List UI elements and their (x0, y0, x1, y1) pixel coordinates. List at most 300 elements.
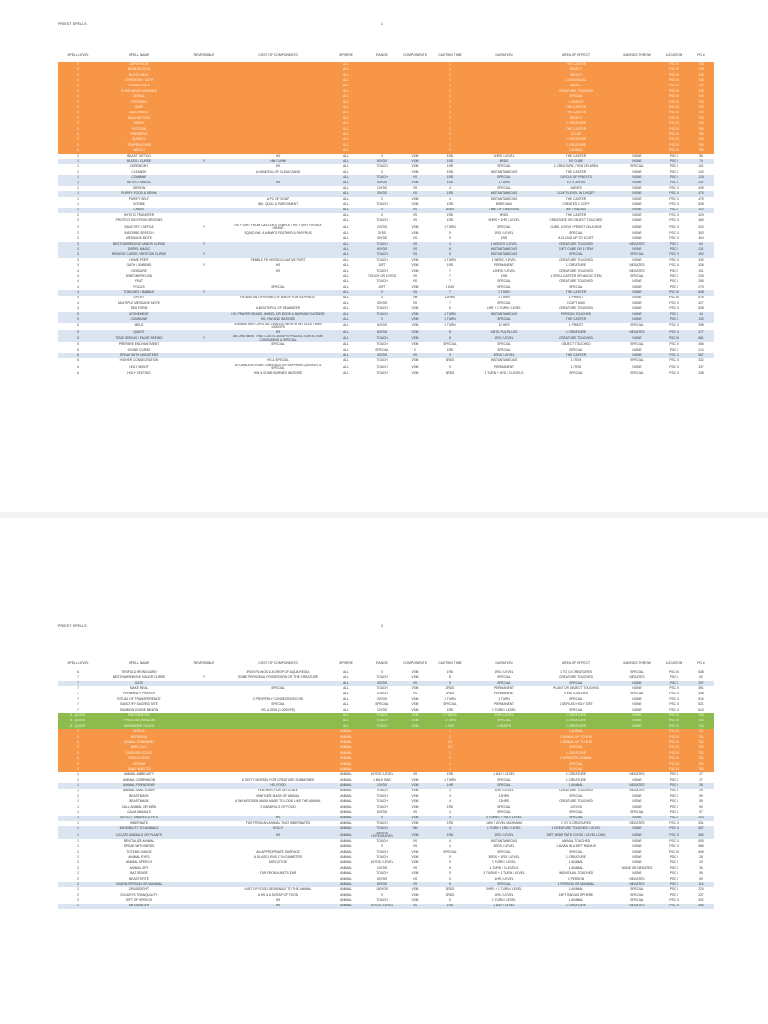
cell-casting-time: 3 (430, 789, 470, 794)
cell-sphere: ANIMAL (328, 887, 364, 892)
cell-location: PSC III (660, 850, 688, 855)
cell-location: PSC II (660, 231, 688, 236)
cell-casting-time: 5 (430, 860, 470, 865)
cell-cost-of-components: HS (228, 898, 328, 903)
cell-page-number-cell: 752 (688, 756, 714, 761)
cell-sphere: ALL (328, 263, 364, 268)
cell-savings-throw: NONE (614, 364, 660, 371)
cell-page-number-cell: 28 (688, 783, 714, 788)
table-row (58, 323, 714, 330)
cell-range: 30YDS (364, 681, 400, 686)
cell-spell-level: 1 (58, 202, 98, 207)
cell-location: PSC I (660, 269, 688, 274)
column-header-spell-name: SPELL NAME (128, 660, 150, 665)
cell-page-number-cell: 110 (688, 208, 714, 213)
cell-location: PSC I (660, 285, 688, 290)
cell-duration: 3 TURNS + 1 TURN / LEVEL (470, 871, 538, 876)
cell-spell-name: BLESS / CURSE (98, 159, 180, 164)
cell-page-number-cell: 330 (688, 258, 714, 263)
cell-cost-of-components: HS (228, 330, 328, 335)
cell-area-of-effect: 1 OBJECT (538, 100, 614, 105)
cell-duration: INSTANTANEOUS (470, 197, 538, 202)
cell-casting-time: 1/2 (430, 745, 470, 750)
cell-casting-time: 1 (430, 67, 470, 72)
column-header-page-number-cell: PG # (697, 660, 705, 665)
cell-sphere: ALL (328, 154, 364, 159)
cell-location: PSC I (660, 348, 688, 353)
cell-spell-level: 5 (58, 330, 98, 335)
cell-area-of-effect: 1 ANIMAL (538, 148, 614, 153)
cell-sphere: ALL (328, 702, 364, 707)
cell-spell-level: 2 (58, 208, 98, 213)
cell-casting-time: 1 (430, 84, 470, 89)
cell-duration: 9HRS + 1HR / LEVEL (470, 218, 538, 223)
cell-casting-time: 8 (430, 675, 470, 680)
cell-sphere: ANIMAL (328, 794, 364, 799)
cell-location: PSC II (660, 186, 688, 191)
cell-components: VS (400, 252, 430, 257)
cell-components: VSM (400, 850, 430, 855)
cell-cost-of-components: HS (228, 164, 328, 169)
cell-area-of-effect: SPECIAL (538, 94, 614, 99)
cell-cost-of-components: AN OINTMENT THAT COSTS 300GPS PRODUCTION IS TIME CONSUMING & SPECIAL (228, 335, 328, 342)
cell-range: 30YDS (364, 236, 400, 241)
cell-page-number-cell: 90 (688, 805, 714, 810)
cell-area-of-effect: 1 DEFILED HOLY SITE (538, 702, 614, 707)
cell-spell-level: 0 (58, 745, 98, 750)
cell-savings-throw: SPECIAL (614, 358, 660, 363)
column-header-reversible: REVERSIBLE (193, 52, 215, 57)
cell-components: VSM (400, 159, 430, 164)
cell-spell-level: 2 (58, 877, 98, 882)
cell-cost-of-components: HS (228, 832, 328, 839)
cell-spell-level: 1 (58, 839, 98, 844)
page-title: PRIEST SPELLS (58, 624, 87, 628)
cell-spell-level: 0 (58, 127, 98, 132)
cell-casting-time: 2RDS (430, 692, 470, 697)
cell-savings-throw: NEGATES (614, 783, 660, 788)
cell-savings-throw: NONE (614, 317, 660, 322)
cell-reversible: Y (180, 263, 228, 268)
cell-page-number-cell: 29 (688, 789, 714, 794)
cell-duration: 1RD / LEVEL (470, 670, 538, 675)
cell-components: VSM (400, 224, 430, 231)
cell-spell-name: PRECIOUS WISDOM (98, 719, 180, 724)
cell-spell-name: CENSURE (98, 269, 180, 274)
cell-area-of-effect: 15FT RADIUS SPHERE (538, 893, 614, 898)
cell-location: PSC III (660, 94, 688, 99)
cell-area-of-effect: THE CASTER (538, 111, 614, 116)
cell-spell-name: DISPEL MAGIC (98, 247, 180, 252)
cell-range: 30YDS (364, 181, 400, 186)
cell-location: PSC II (660, 697, 688, 702)
cell-page-number-cell: 429 (688, 213, 714, 218)
cell-page-number-cell: 649 (688, 850, 714, 855)
cell-casting-time: 1RD (430, 213, 470, 218)
cell-reversible: Y (180, 224, 228, 231)
cell-cost-of-components: HS (228, 816, 328, 821)
cell-duration: 1HRS / LEVEL (470, 154, 538, 159)
cell-spell-name: OATH / UNBEND (98, 263, 180, 268)
cell-components: VSM (400, 778, 430, 783)
cell-casting-time: 4 (430, 794, 470, 799)
cell-sphere: ALL (328, 296, 364, 301)
cell-spell-level: 2 (58, 893, 98, 898)
cell-components: VSM (400, 181, 430, 186)
cell-sphere: ANIMAL (328, 855, 364, 860)
cell-casting-time: 5 (430, 236, 470, 241)
cell-spell-name: CEREMONY (98, 164, 180, 169)
cell-location: PSC I (660, 794, 688, 799)
cell-components: VSM (400, 871, 430, 876)
cell-casting-time: 1RD (430, 821, 470, 826)
cell-sphere: ALL (328, 348, 364, 353)
cell-page-number-cell: 353 (688, 231, 714, 236)
column-header-cost-of-components: COST OF COMPONENTS (258, 660, 298, 665)
cell-sphere: ALL (328, 290, 364, 295)
cell-duration: 1RD (470, 274, 538, 279)
cell-components: VS (400, 236, 430, 241)
cell-savings-throw: NONE (614, 697, 660, 702)
cell-spell-name: SANCTIFY / DEFILE (98, 224, 180, 231)
cell-spell-level: 0 (58, 111, 98, 116)
cell-casting-time: 1RD (430, 218, 470, 223)
cell-location: PSC I (660, 242, 688, 247)
column-header-components: COMPONENTS (403, 660, 427, 665)
cell-sphere: ANIMAL (328, 783, 364, 788)
cell-page-number-cell: 752 (688, 751, 714, 756)
cell-range: TOUCH (364, 821, 400, 826)
cell-location: PSC III (660, 121, 688, 126)
cell-components: VSM (400, 335, 430, 342)
cell-spell-level: 1 (58, 810, 98, 815)
cell-area-of-effect: THE CASTER (538, 62, 614, 67)
cell-casting-time: 1 (430, 100, 470, 105)
cell-spell-name: BEFRIEND (98, 735, 180, 740)
cell-casting-time: 3RDS (430, 887, 470, 892)
cell-components: VS (400, 208, 430, 213)
cell-area-of-effect: ANIMAL TOUCHED (538, 839, 614, 844)
cell-area-of-effect: SPECIAL (538, 252, 614, 257)
cell-page-number-cell: 528 (688, 202, 714, 207)
cell-components: VSM (400, 832, 430, 839)
cell-savings-throw: NONE (614, 306, 660, 311)
cell-location: PSC I (660, 279, 688, 284)
cell-area-of-effect: THE CASTER (538, 213, 614, 218)
cell-location: PSC I (660, 317, 688, 322)
cell-range: 10YDS (364, 186, 400, 191)
cell-casting-time: SPECIAL (430, 702, 470, 707)
cell-casting-time: 1RD (430, 670, 470, 675)
cell-sphere: ANIMAL (328, 882, 364, 887)
cell-sphere: ALL (328, 301, 364, 306)
cell-range: TOUCH (364, 686, 400, 691)
cell-duration: 12HRS / LEVEL (470, 269, 538, 274)
cell-page-number-cell: 224 (688, 887, 714, 892)
table-row (58, 371, 714, 376)
cell-sphere: ANIMAL (328, 799, 364, 804)
cell-duration: SPECIAL (470, 164, 538, 169)
cell-spell-level: 5 (58, 342, 98, 347)
cell-sphere: ANIMAL (328, 826, 364, 831)
cell-spell-level: 0 (58, 100, 98, 105)
cell-savings-throw: NONE (614, 348, 660, 353)
cell-savings-throw: NONE (614, 301, 660, 306)
cell-location: PSC II (660, 197, 688, 202)
cell-duration: 1 DAY / LEVEL (470, 904, 538, 909)
cell-spell-name: QUENCH (98, 137, 180, 142)
cell-components: VSM (400, 258, 430, 263)
cell-cost-of-components: FEATHER, FUR OR SCALE (228, 789, 328, 794)
cell-duration: SPECIAL (470, 681, 538, 686)
cell-area-of-effect: 1 CREATURE (538, 719, 614, 724)
cell-casting-time: 9 (430, 353, 470, 358)
cell-sphere: ANIMAL (328, 735, 364, 740)
column-header-cost-of-components: COST OF COMPONENTS (258, 52, 298, 57)
cell-spell-name: CHANT (98, 208, 180, 213)
cell-range: 0 (364, 197, 400, 202)
cell-savings-throw: NONE (614, 224, 660, 231)
cell-spell-level: 1 (58, 794, 98, 799)
cell-sphere: ALL (328, 236, 364, 241)
cell-spell-name: GATE (98, 681, 180, 686)
cell-range: TOUCH (364, 789, 400, 794)
cell-cost-of-components: INK, QUILL & PARCHMENT (228, 202, 328, 207)
cell-location: PSC III (660, 89, 688, 94)
cell-casting-time: 7 (430, 279, 470, 284)
cell-sphere: ALL (328, 670, 364, 675)
cell-spell-name: HOME PORT (98, 258, 180, 263)
column-header-area-of-effect: AREA OF EFFECT (561, 660, 591, 665)
cell-sphere: ALL (328, 73, 364, 78)
cell-page-number-cell: 120 (688, 170, 714, 175)
column-header-duration: DURATION (495, 52, 513, 57)
cell-area-of-effect: 1 ANIMAL (538, 729, 614, 734)
cell-cost-of-components: SPECIAL (228, 702, 328, 707)
cell-sphere: ALL (328, 279, 364, 284)
cell-location: PSC III (660, 724, 688, 729)
cell-spell-name: PRESERVE (98, 132, 180, 137)
cell-page-number-cell: 510 (688, 697, 714, 702)
cell-components: VSM (400, 342, 430, 347)
cell-spell-name: MALEDICTION (98, 116, 180, 121)
cell-area-of-effect: 1CUFT/LEVEL IN 10SQFT (538, 191, 614, 196)
cell-spell-name: MESSENGER (98, 904, 180, 909)
cell-spell-name: SANCTIFY SACRED SITE (98, 702, 180, 707)
cell-sphere: ALL (328, 94, 364, 99)
cell-area-of-effect: 1 CREATURE (538, 121, 614, 126)
cell-components: VSM (400, 713, 430, 718)
cell-location: PSC III (660, 67, 688, 72)
cell-casting-time: 1 (430, 94, 470, 99)
cell-spell-level: 7 (58, 708, 98, 713)
cell-spell-level: 4 (58, 306, 98, 311)
cell-cost-of-components: SPECIAL (228, 686, 328, 691)
cell-spell-level: 7 (58, 681, 98, 686)
cell-sphere: ANIMAL (328, 740, 364, 745)
cell-spell-name: PREPARE ENCHANTMENT (98, 342, 180, 347)
cell-savings-throw: NONE (614, 154, 660, 159)
cell-spell-name: INSCRIBE SPEECH (98, 231, 180, 236)
cell-duration: INSTANTANEOUS (470, 312, 538, 317)
cell-range: 80YDS (364, 882, 400, 887)
cell-components: VSM (400, 306, 430, 311)
cell-savings-throw: SPECIAL (614, 887, 660, 892)
cell-spell-name: CEREMONY: OATH (98, 78, 180, 83)
column-header-duration: DURATION (495, 660, 513, 665)
cell-casting-time: 5 (430, 877, 470, 882)
cell-cost-of-components: HOLLY (228, 826, 328, 831)
cell-cost-of-components: A FLAWLESS RUBY, EMERALD OR SAPPHIRE (3000GP) & SPECIAL (228, 364, 328, 371)
cell-area-of-effect: OBJECT TOUCHED (538, 342, 614, 347)
cell-cost-of-components: A HANDFUL OF CLEAN SAND (228, 170, 328, 175)
cell-duration: INSTANTANEOUS (470, 839, 538, 844)
cell-page-number-cell: 436 (688, 263, 714, 268)
cell-spell-level: 6 (58, 371, 98, 376)
cell-duration: SPECIAL (470, 186, 538, 191)
cell-area-of-effect: INDIVIDUAL TOUCHED (538, 871, 614, 876)
cell-page-number-cell: 749 (688, 111, 714, 116)
cell-spell-level: 2 (58, 224, 98, 231)
cell-spell-level: 2 (58, 213, 98, 218)
cell-page-number-cell: 749 (688, 121, 714, 126)
cell-location: PSC II (660, 301, 688, 306)
cell-page-number-cell: 279 (688, 285, 714, 290)
cell-area-of-effect: 1 CREATURE (538, 724, 614, 729)
cell-sphere: ANIMAL (328, 871, 364, 876)
cell-duration: 2RDS / LEVEL (470, 353, 538, 358)
cell-spell-level: 7 (58, 675, 98, 680)
cell-spell-name: MESSAGE MOTE (98, 236, 180, 241)
cell-sphere: ALL (328, 208, 364, 213)
cell-spell-name: INVISIBILITY TO ANIMALS (98, 826, 180, 831)
cell-area-of-effect: A CLOUD UP TO 1CUFT (538, 236, 614, 241)
cell-spell-name: BEASTMASK (98, 794, 180, 799)
cell-location: PSC II (660, 236, 688, 241)
cell-sphere: ALL (328, 202, 364, 207)
cell-casting-time: 1 (430, 111, 470, 116)
cell-spell-name: BESTOW/REMOVE MAJOR CURSE (98, 675, 180, 680)
cell-spell-name: RITUAL OF TRANSFERENCE (98, 697, 180, 702)
cell-casting-time: 1 DAY (430, 285, 470, 290)
cell-location: PSC I (660, 208, 688, 213)
cell-savings-throw: NONE (614, 181, 660, 186)
cell-page-number-cell: 661 (688, 335, 714, 342)
cell-components: VS (400, 810, 430, 815)
cell-savings-throw: NEGATES (614, 675, 660, 680)
cell-page-number-cell: 749 (688, 94, 714, 99)
cell-sphere: ALL (328, 197, 364, 202)
cell-sphere: ALL (328, 317, 364, 322)
cell-location: PSC I (660, 866, 688, 871)
cell-sphere: ALL (328, 132, 364, 137)
cell-area-of-effect: 1 CREATURE (538, 778, 614, 783)
cell-casting-time: 5 (430, 866, 470, 871)
cell-area-of-effect: SPECIAL (538, 767, 614, 772)
cell-spell-name: TONGUES / BABBLE (98, 290, 180, 295)
cell-location: PSC III (660, 296, 688, 301)
cell-sphere: ALL (328, 708, 364, 713)
cell-sphere: ANIMAL (328, 893, 364, 898)
cell-savings-throw: SPECIAL (614, 810, 660, 815)
cell-area-of-effect: 1 CREATURE (538, 143, 614, 148)
cell-sphere: ANIMAL (328, 850, 364, 855)
cell-casting-time: 1 TURN (430, 312, 470, 317)
cell-cost-of-components: HS, FOOD (228, 783, 328, 788)
cell-casting-time: 4 (430, 197, 470, 202)
table-row (58, 224, 714, 231)
cell-sphere: ALL (328, 274, 364, 279)
cell-cost-of-components: PEBBLE FR VESSELS NATIVE PORT (228, 258, 328, 263)
cell-area-of-effect: 1 PERSON OR MAMMAL (538, 882, 614, 887)
cell-location: PSC I (660, 816, 688, 821)
cell-sphere: ANIMAL (328, 810, 364, 815)
cell-area-of-effect: 20FT WIDE PATH 10YDS / LEVEL LONG (538, 832, 614, 839)
cell-sphere: ALL (328, 116, 364, 121)
cell-page-number-cell: 492 (688, 252, 714, 257)
cell-area-of-effect: 1CUFT MAX (538, 301, 614, 306)
cell-spell-name: ANIMAL SPEECH (98, 860, 180, 865)
cell-components: VS (400, 290, 430, 295)
cell-spell-name: ANIMAL SANCTUARY (98, 789, 180, 794)
cell-page-number-cell: 749 (688, 84, 714, 89)
cell-spell-level: 0 (58, 89, 98, 94)
cell-sphere: ALL (328, 231, 364, 236)
cell-spell-level: 5 (58, 312, 98, 317)
cell-reversible (180, 323, 228, 330)
cell-sphere: ANIMAL (328, 877, 364, 882)
cell-duration: PERMANENT (470, 692, 538, 697)
cell-spell-name: CONSECRATE (98, 84, 180, 89)
cell-location: PSC II (660, 263, 688, 268)
cell-range: 0 (364, 170, 400, 175)
cell-duration: 12HRS (470, 799, 538, 804)
cell-area-of-effect: 1 CREATURE (538, 713, 614, 718)
cell-range: TOUCH (364, 805, 400, 810)
cell-page-number-cell: 744 (688, 713, 714, 718)
cell-duration: 1RD / LEVEL (470, 335, 538, 342)
cell-cost-of-components: AN APPROPRIATE SURFACE (228, 850, 328, 855)
cell-duration: 1RD / LEVEL (470, 231, 538, 236)
cell-duration: SPECIAL (470, 279, 538, 284)
cell-page-number-cell: 751 (688, 735, 714, 740)
cell-range: 300YDS +10YDS/LEVEL (364, 832, 400, 839)
cell-page-number-cell: 676 (688, 296, 714, 301)
cell-spell-level: 1 (58, 816, 98, 821)
cell-savings-throw: NONE (614, 335, 660, 342)
cell-location: PSC III (660, 767, 688, 772)
cell-page-number-cell: 297 (688, 681, 714, 686)
cell-sphere: ALL (328, 306, 364, 311)
cell-spell-name: BENEDICTION (98, 67, 180, 72)
cell-components: VS (400, 866, 430, 871)
cell-spell-name: GIFT OF SPEECH (98, 898, 180, 903)
cell-location: PSC I (660, 887, 688, 892)
cell-casting-time: 1 (430, 751, 470, 756)
cell-cost-of-components: SOME PERSONAL POSSESSION OF THE CREATURE (228, 675, 328, 680)
cell-duration: 4 TURNS + 1RD / LEVEL (470, 816, 538, 821)
cell-casting-time: 1RD (430, 170, 470, 175)
cell-location: PSC II (660, 342, 688, 347)
cell-location: PSC III (660, 745, 688, 750)
cell-sphere: ALL (328, 342, 364, 347)
cell-spell-level: 2 (58, 855, 98, 860)
cell-location: PSC III (660, 713, 688, 718)
cell-location: PSC II (660, 844, 688, 849)
cell-savings-throw: SPECIAL (614, 692, 660, 697)
column-header-savings-throw: SAVINGS THROW (623, 52, 651, 57)
cell-location: PSC II (660, 904, 688, 909)
